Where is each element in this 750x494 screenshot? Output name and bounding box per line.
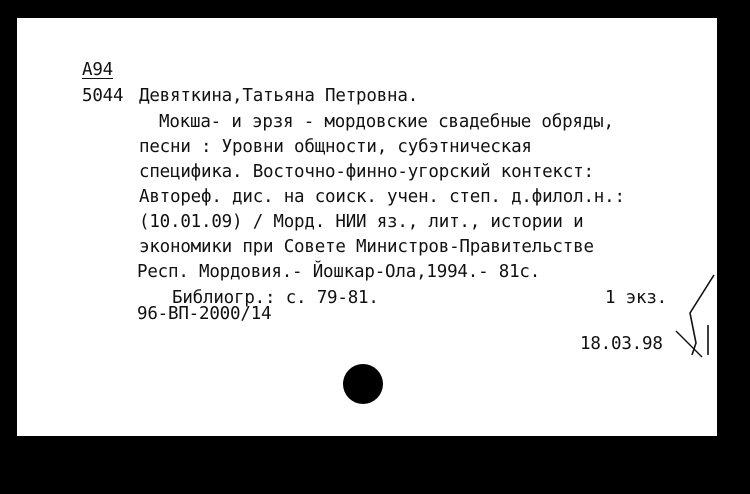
registration-number: 96-ВП-2000/14 xyxy=(137,304,272,324)
call-number: 5044 xyxy=(82,86,124,106)
card-punch-hole xyxy=(343,364,383,404)
title-line-4: Автореф. дис. на соиск. учен. степ. д.филол.н.: xyxy=(139,187,625,207)
title-line-7: Респ. Мордовия.- Йошкар-Ола,1994.- 81с. xyxy=(137,262,541,282)
catalog-card xyxy=(17,18,717,436)
title-line-1: Мокша- и эрзя - мордовские свадебные обряды, xyxy=(159,112,614,132)
title-line-6: экономики при Совете Министров-Правительстве xyxy=(139,237,594,257)
copies-count: 1 экз. xyxy=(605,288,668,308)
shelf-mark: А94 xyxy=(82,60,114,80)
title-line-2: песни : Уровни общности, субэтническая xyxy=(139,137,532,157)
bibliography-note: Библиогр.: с. 79-81. xyxy=(172,288,379,308)
handwritten-mark-icon xyxy=(672,273,717,363)
entry-date: 18.03.98 xyxy=(580,334,663,354)
title-line-5: (10.01.09) / Морд. НИИ яз., лит., истории и xyxy=(139,212,584,232)
author-heading: Девяткина,Татьяна Петровна. xyxy=(139,86,419,106)
title-line-3: специфика. Восточно-финно-угорский контекст: xyxy=(139,162,594,182)
